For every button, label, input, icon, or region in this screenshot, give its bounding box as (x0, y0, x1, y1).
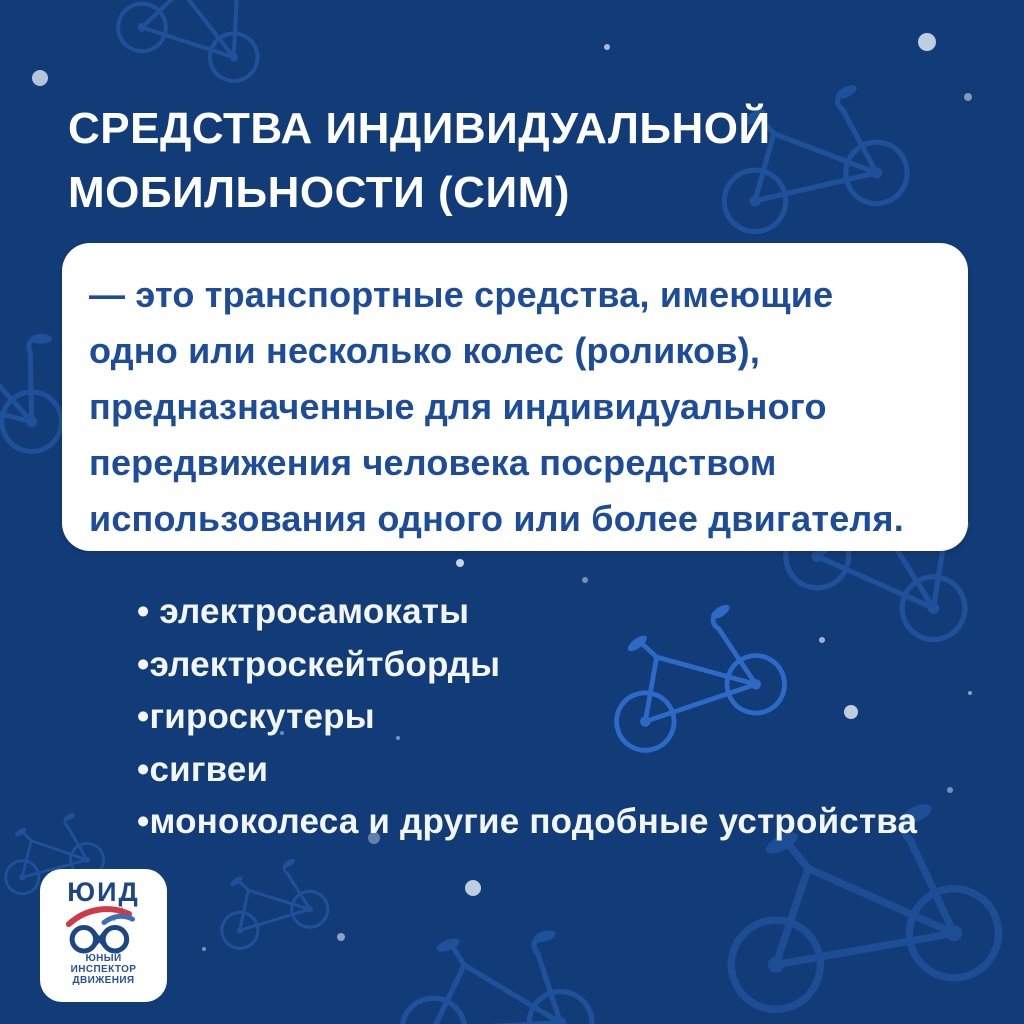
yuid-logo-acronym: ЮИД (67, 877, 140, 907)
definition-line: передвижения человека посредством (89, 442, 777, 483)
decor-dot (32, 70, 48, 86)
page-title-line-2: МОБИЛЬНОСТИ (СИМ) (68, 168, 570, 217)
definition-line: — это транспортные средства, имеющие (89, 274, 834, 315)
decor-dot (604, 44, 610, 50)
list-item: •моноколеса и другие подобные устройства (137, 802, 918, 841)
definition-line: использования одного или более двигателя. (89, 498, 904, 539)
decor-dot (465, 880, 481, 896)
yuid-caption-line-1: ЮНЫЙ (85, 953, 122, 964)
list-item: •сигвеи (137, 749, 269, 789)
bicycle-icon (207, 852, 332, 953)
infinity-bicycle-icon (57, 904, 151, 956)
yuid-caption-line-2: ИНСПЕКТОР (70, 964, 137, 975)
list-item: • электросамокаты (137, 592, 470, 631)
yuid-logo (40, 869, 167, 1002)
decor-dot (202, 947, 206, 951)
decor-dot (968, 691, 972, 695)
definition-line: предназначенные для индивидуального (89, 386, 827, 427)
decor-dot (947, 787, 953, 793)
page-title-line-1: СРЕДСТВА ИНДИВИДУАЛЬНОЙ (68, 104, 771, 153)
list-item: •гироскутеры (137, 697, 375, 736)
page-title (68, 97, 771, 225)
decor-dot (918, 33, 936, 51)
list-item: •электроскейтборды (137, 644, 501, 684)
decor-dot (337, 933, 345, 941)
yuid-logo-caption (71, 953, 137, 986)
yuid-caption-line-3: ДВИЖЕНИЯ (72, 975, 135, 986)
bicycle-icon (397, 926, 593, 1024)
bicycle-icon (112, 0, 279, 87)
definition-line: одно или несколько колес (роликов), (89, 330, 761, 371)
decor-dot (456, 559, 464, 567)
sim-device-list (137, 586, 917, 849)
decor-dot (582, 577, 588, 583)
definition-card (62, 243, 968, 551)
decor-dot (964, 93, 972, 101)
